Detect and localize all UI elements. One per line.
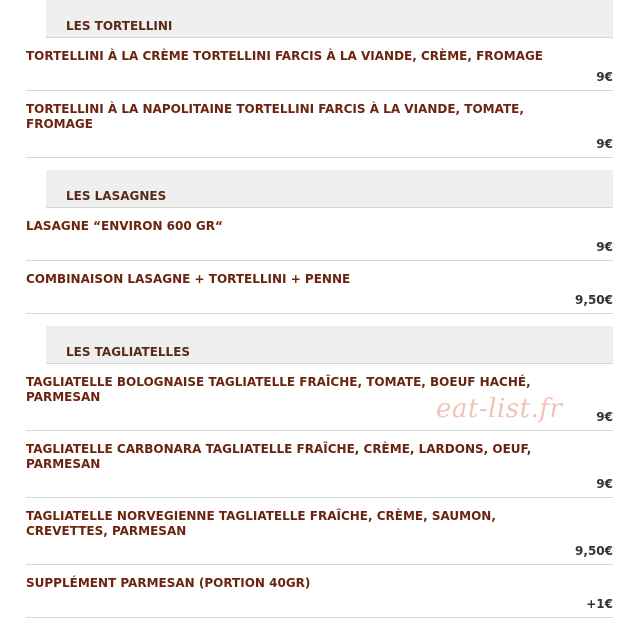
menu-item xyxy=(26,498,613,565)
item-name: TAGLIATELLE BOLOGNAISE TAGLIATELLE FRAÎCHE, TOMATE, BOEUF HACHÉ, PARMESAN xyxy=(26,375,531,404)
item-price: 9€ xyxy=(596,410,613,424)
item-price: 9€ xyxy=(596,70,613,84)
menu-item xyxy=(26,364,613,431)
section-title: LES TAGLIATELLES xyxy=(46,326,613,364)
menu-item xyxy=(26,91,613,158)
menu-item xyxy=(26,38,613,91)
section-lasagnes xyxy=(26,170,613,314)
watermark: eat-list.fr xyxy=(436,394,563,424)
section-title: LES LASAGNES xyxy=(46,170,613,208)
item-name: TAGLIATELLE CARBONARA TAGLIATELLE FRAÎCHE, CRÈME, LARDONS, OEUF, PARMESAN xyxy=(26,442,532,471)
item-price: +1€ xyxy=(586,597,613,611)
item-price: 9€ xyxy=(596,137,613,151)
menu-item xyxy=(26,431,613,498)
item-name: TORTELLINI À LA NAPOLITAINE TORTELLINI FARCIS À LA VIANDE, TOMATE, FROMAGE xyxy=(26,102,524,131)
menu-item xyxy=(26,565,613,618)
item-name: TAGLIATELLE NORVEGIENNE TAGLIATELLE FRAÎCHE, CRÈME, SAUMON, CREVETTES, PARMESAN xyxy=(26,509,496,538)
item-name: TORTELLINI À LA CRÈME TORTELLINI FARCIS À LA VIANDE, CRÈME, FROMAGE xyxy=(26,49,543,63)
menu-item xyxy=(26,208,613,261)
item-name: LASAGNE “ENVIRON 600 GR“ xyxy=(26,219,223,233)
item-price: 9,50€ xyxy=(575,293,613,307)
section-title: LES TORTELLINI xyxy=(46,0,613,38)
item-price: 9€ xyxy=(596,240,613,254)
menu-item xyxy=(26,261,613,314)
item-name: SUPPLÉMENT PARMESAN (PORTION 40GR) xyxy=(26,576,311,590)
section-tortellini xyxy=(26,0,613,158)
section-tagliatelles xyxy=(26,326,613,618)
item-price: 9€ xyxy=(596,477,613,491)
item-price: 9,50€ xyxy=(575,544,613,558)
item-name: COMBINAISON LASAGNE + TORTELLINI + PENNE xyxy=(26,272,351,286)
menu xyxy=(26,0,613,630)
